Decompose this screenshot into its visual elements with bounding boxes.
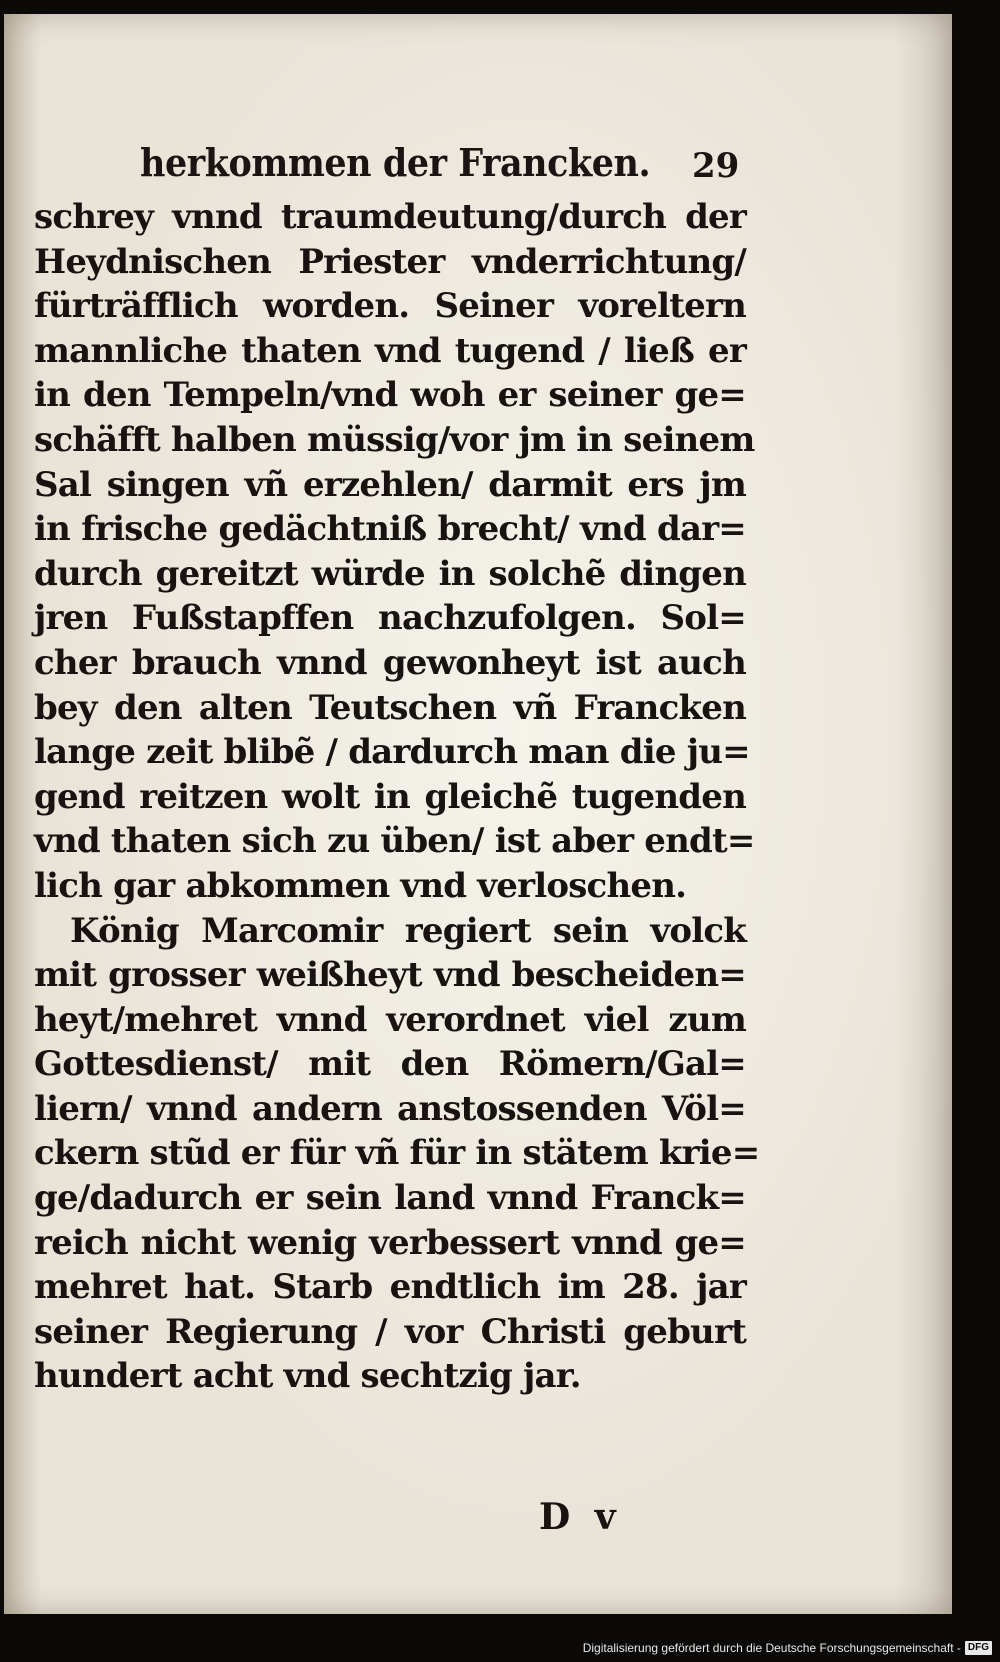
text-line: vnd thaten sich zu üben/ ist aber endt= — [34, 821, 755, 862]
text-line: mit grosser weißheyt vnd bescheiden= — [34, 955, 746, 996]
signature-mark: D v — [539, 1496, 622, 1538]
text-line: ge/dadurch er sein land vnnd Franck= — [34, 1178, 746, 1219]
text-line: fürträfflich worden. Seiner voreltern — [34, 286, 746, 327]
text-line: ckern stũd er für vñ für in stätem krie= — [34, 1133, 760, 1174]
text-line: mehret hat. Starb endtlich im 28. jar — [34, 1267, 746, 1308]
text-line: Heydnischen Priester vnderrichtung/ — [34, 241, 746, 282]
body-text — [34, 195, 760, 1399]
text-line: mannliche thaten vnd tugend / ließ er — [34, 330, 746, 371]
text-line: schrey vnnd traumdeutung/durch der — [34, 197, 746, 237]
text-line: liern/ vnnd andern anstossenden Völ= — [34, 1088, 746, 1129]
text-line: lich gar abkommen vnd verloschen. — [34, 865, 687, 906]
text-line: König Marcomir regiert sein volck — [70, 910, 746, 951]
page-number: 29 — [692, 146, 740, 186]
text-line: gend reitzen wolt in gleichẽ tugenden — [34, 776, 746, 817]
digitization-credit — [583, 1636, 992, 1660]
text-line: reich nicht wenig verbessert vnnd ge= — [34, 1222, 746, 1263]
text-line: jren Fußstapffen nachzufolgen. Sol= — [34, 598, 746, 639]
dfg-logo: DFG — [965, 1641, 992, 1655]
text-line: cher brauch vnnd gewonheyt ist auch — [34, 642, 746, 683]
text-line: durch gereitzt würde in solchẽ dingen — [34, 553, 746, 594]
text-line: in frische gedächtniß brecht/ vnd dar= — [34, 509, 746, 550]
text-line: hundert acht vnd sechtzig jar. — [34, 1356, 581, 1397]
book-page — [4, 14, 952, 1614]
text-line: Sal singen vñ erzehlen/ darmit ers jm — [34, 464, 746, 505]
text-line: bey den alten Teutschen vñ Francken — [34, 687, 746, 728]
text-line: seiner Regierung / vor Christi geburt — [34, 1311, 746, 1352]
credit-text: Digitalisierung gefördert durch die Deutsche Forschungsgemeinschaft - — [582, 1641, 961, 1655]
text-line: in den Tempeln/vnd woh er seiner ge= — [34, 375, 746, 416]
text-line: schäfft halben müssig/vor jm in seinem — [34, 419, 755, 460]
text-line: heyt/mehret vnnd verordnet viel zum — [34, 999, 746, 1040]
text-line: lange zeit blibẽ / dardurch man die ju= — [34, 732, 750, 773]
text-line: Gottesdienst/ mit den Römern/Gal= — [34, 1044, 746, 1085]
running-head: herkommen der Francken. — [140, 140, 651, 185]
